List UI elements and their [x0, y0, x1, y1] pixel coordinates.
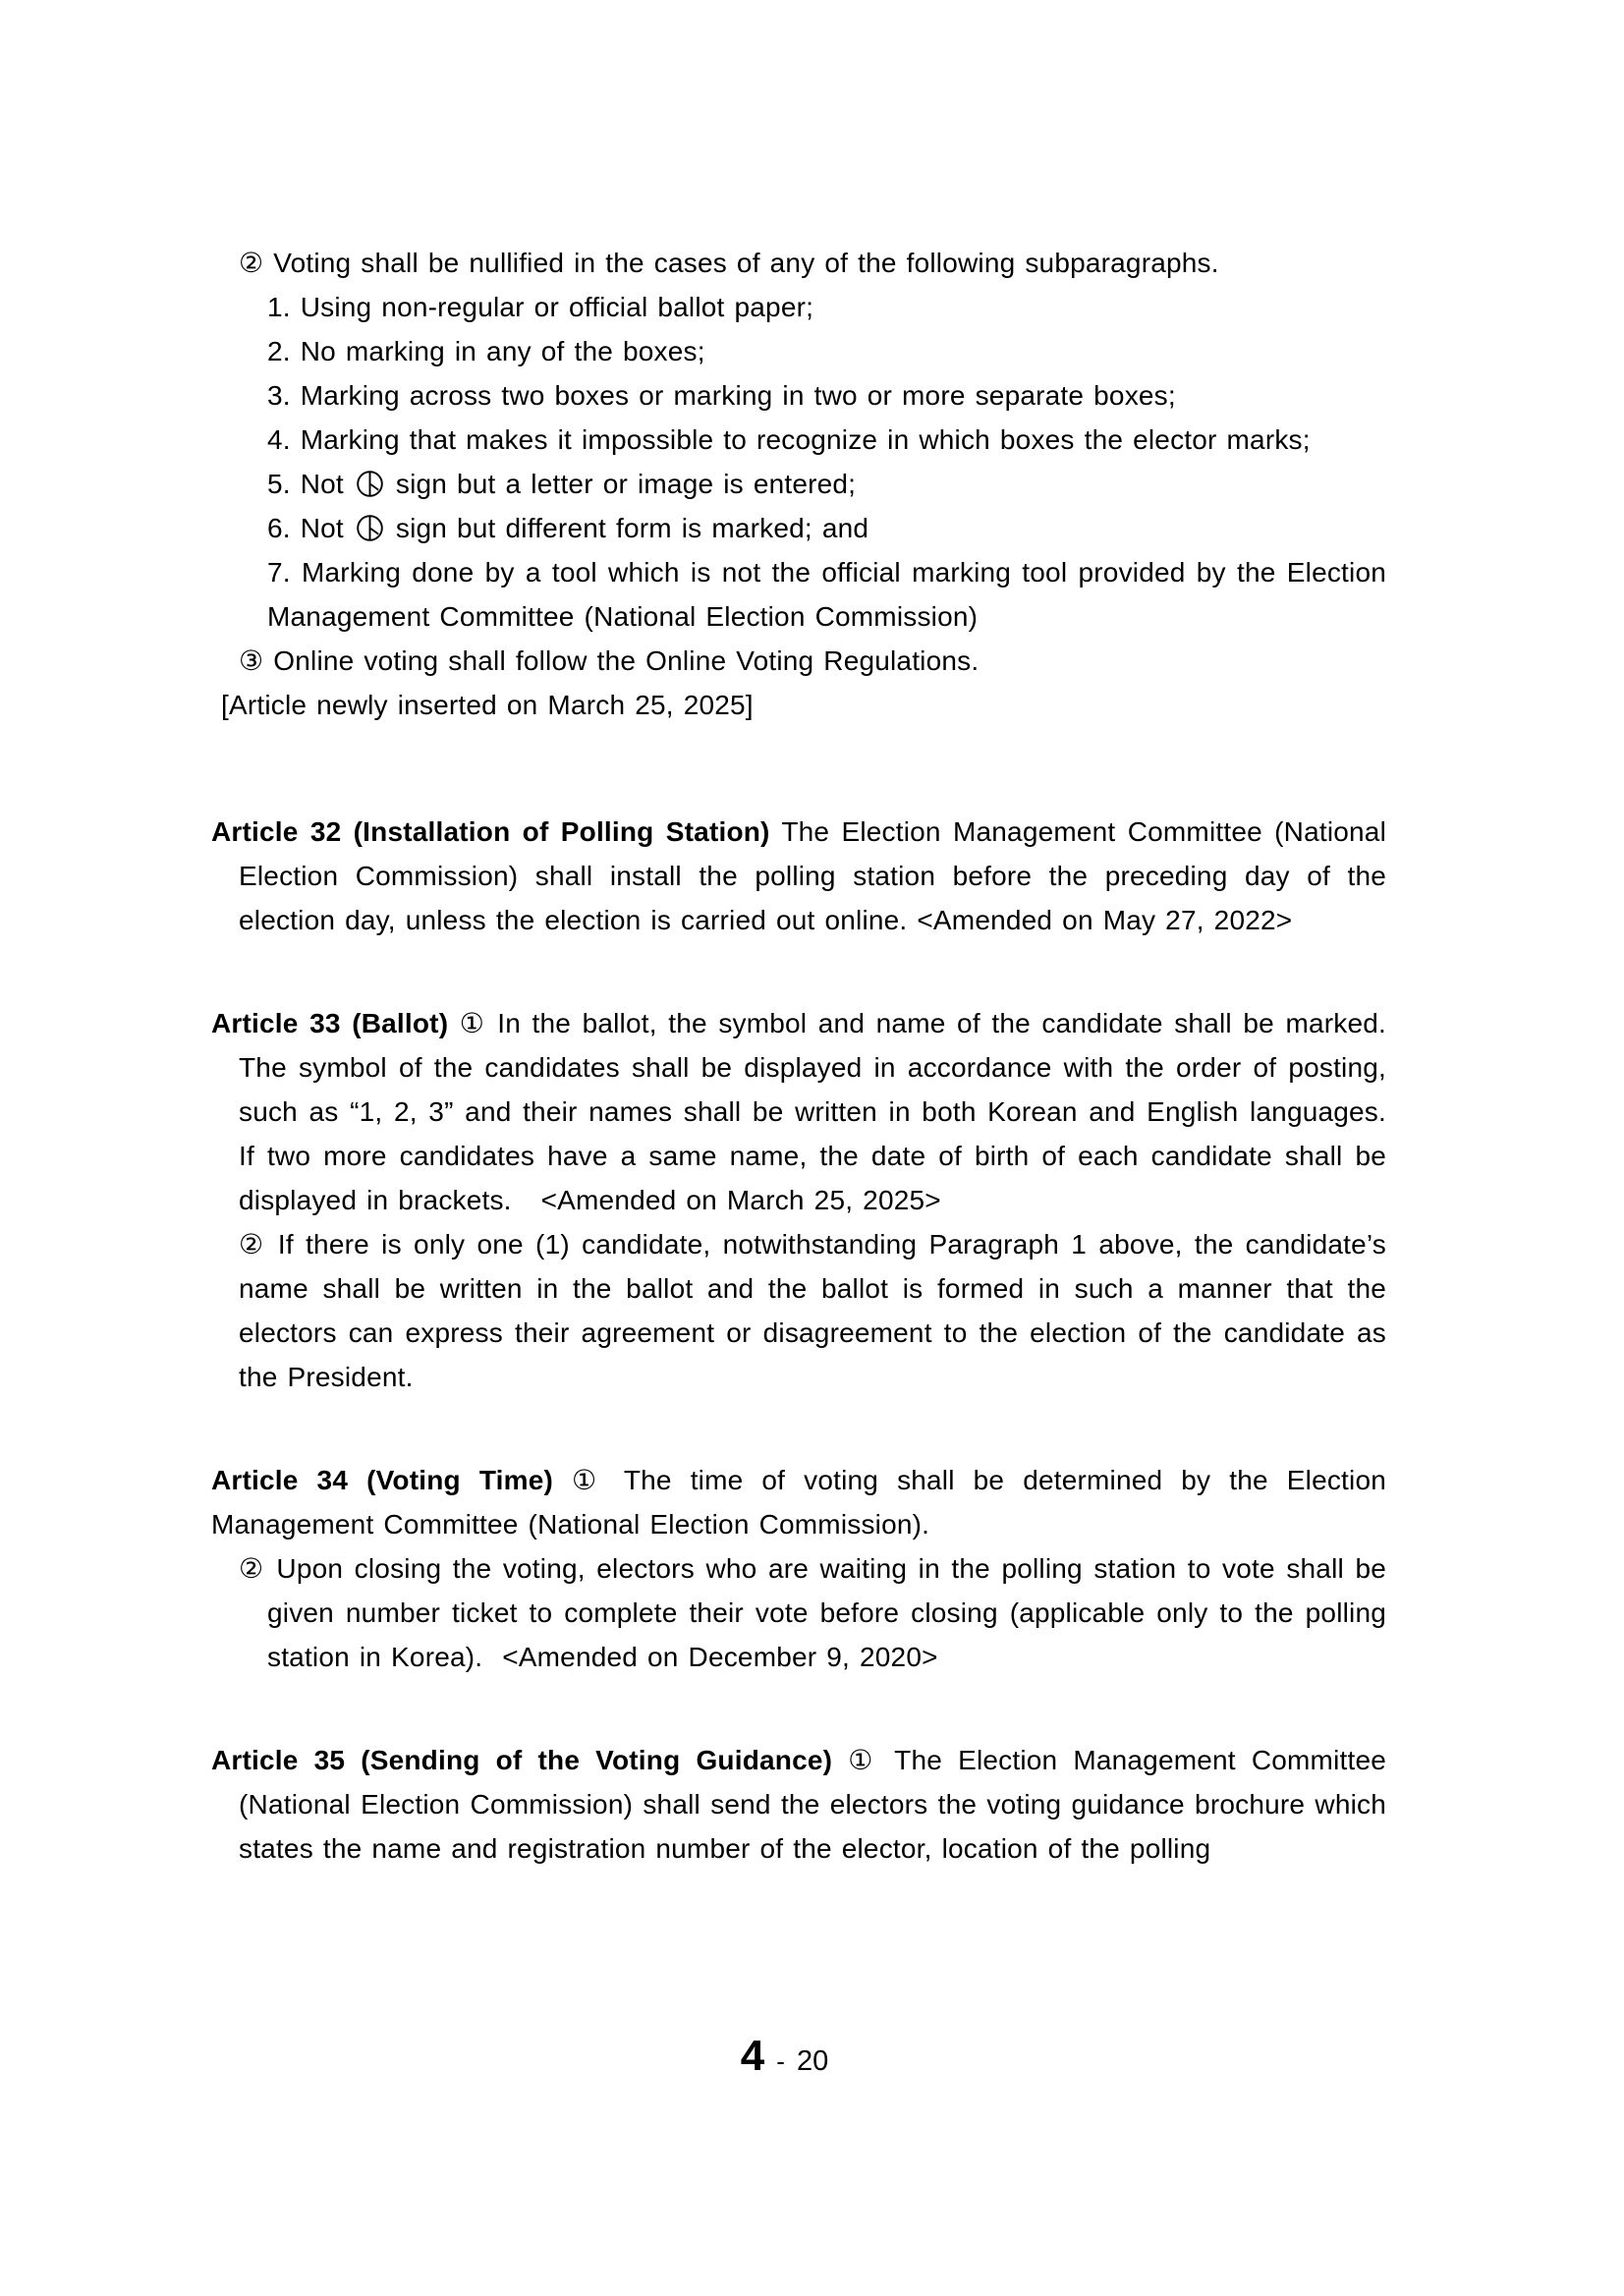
- article-paragraph: [211, 1001, 1406, 1222]
- ballot-stamp-icon: [356, 470, 384, 498]
- paragraph: [267, 329, 1386, 373]
- paragraph: [239, 1222, 1396, 1399]
- text-run: ② If there is only one (1) candidate, notwithstanding Paragraph 1 above, the candidate’s name shall be written in the ballot and the ballot is formed in such a manner that the electors can express their agreement or disagreement to the election of the candidate as the President.: [239, 1229, 1396, 1392]
- text-run: ① In the ballot, the symbol and name of the candidate shall be marked. The symbol of the candidates shall be displayed in accordance with the order of posting, such as “1, 2, 3” and their names shall be written in both Korean and English languages. If two more candidates have a same name, the date of birth of each candidate shall be displayed in brackets. <Amended on March 25, 2025>: [239, 1008, 1406, 1215]
- text-run: ② Upon closing the voting, electors who are waiting in the polling station to vote shall be given number ticket to complete their vote before closing (applicable only to the polling station in Korea). <Amended on December 9, 2020>: [239, 1553, 1396, 1672]
- text-run: ① The Election Management Committee (National Election Commission) shall send the electors the voting guidance brochure which states the name and registration number of the elector, location of the polling: [239, 1745, 1396, 1864]
- ballot-stamp-icon: [356, 514, 384, 542]
- text-run: sign but different form is marked; and: [385, 513, 869, 543]
- article-title: Article 32 (Installation of Polling Station): [211, 816, 770, 847]
- document-body: [211, 241, 1406, 1871]
- text-run: The Election Management Committee (National Election Commission) shall install the polling station before the preceding day of the election day, unless the election is carried out online. <Amended on May 27, 2022>: [239, 816, 1396, 935]
- paragraph: [239, 639, 1386, 683]
- text-run: 1. Using non-regular or official ballot paper;: [267, 292, 814, 322]
- paragraph: [239, 241, 1386, 285]
- text-run: 3. Marking across two boxes or marking in two or more separate boxes;: [267, 380, 1176, 411]
- paragraph: [267, 506, 1386, 550]
- text-run: [Article newly inserted on March 25, 2025]: [221, 690, 754, 720]
- text-run: ③ Online voting shall follow the Online Voting Regulations.: [239, 645, 980, 676]
- text-run: 7. Marking done by a tool which is not the official marking tool provided by the Election Management Committee (National Election Commission): [267, 557, 1396, 632]
- page-number-group: [741, 2032, 828, 2081]
- article-title: Article 35 (Sending of the Voting Guidance): [211, 1745, 833, 1775]
- text-run: ② Voting shall be nullified in the cases of any of the following subparagraphs.: [239, 248, 1219, 278]
- text-run: 6. Not: [267, 513, 354, 543]
- paragraph: [267, 462, 1386, 506]
- text-run: sign but a letter or image is entered;: [385, 469, 857, 499]
- page-total: 20: [796, 2045, 829, 2077]
- paragraph: [267, 550, 1396, 639]
- page-number-separator: -: [776, 2046, 785, 2076]
- paragraph: [267, 285, 1386, 329]
- paragraph: [267, 418, 1386, 462]
- paragraph: [221, 683, 1386, 727]
- text-run: 5. Not: [267, 469, 354, 499]
- article-title: Article 33 (Ballot): [211, 1008, 449, 1038]
- article-title: Article 34 (Voting Time): [211, 1465, 554, 1495]
- article-paragraph: [211, 1458, 1396, 1546]
- paragraph: [267, 373, 1386, 418]
- article-paragraph: [211, 810, 1396, 942]
- page-number: 4: [740, 2032, 765, 2080]
- paragraph: [211, 1546, 1396, 1679]
- text-run: ① The time of voting shall be determined by the Election Management Committee (National Election Commission).: [211, 1465, 1396, 1540]
- text-run: 4. Marking that makes it impossible to recognize in which boxes the elector marks;: [267, 424, 1311, 455]
- article-paragraph: [211, 1738, 1396, 1871]
- text-run: 2. No marking in any of the boxes;: [267, 336, 705, 366]
- page-footer: [0, 2032, 1624, 2081]
